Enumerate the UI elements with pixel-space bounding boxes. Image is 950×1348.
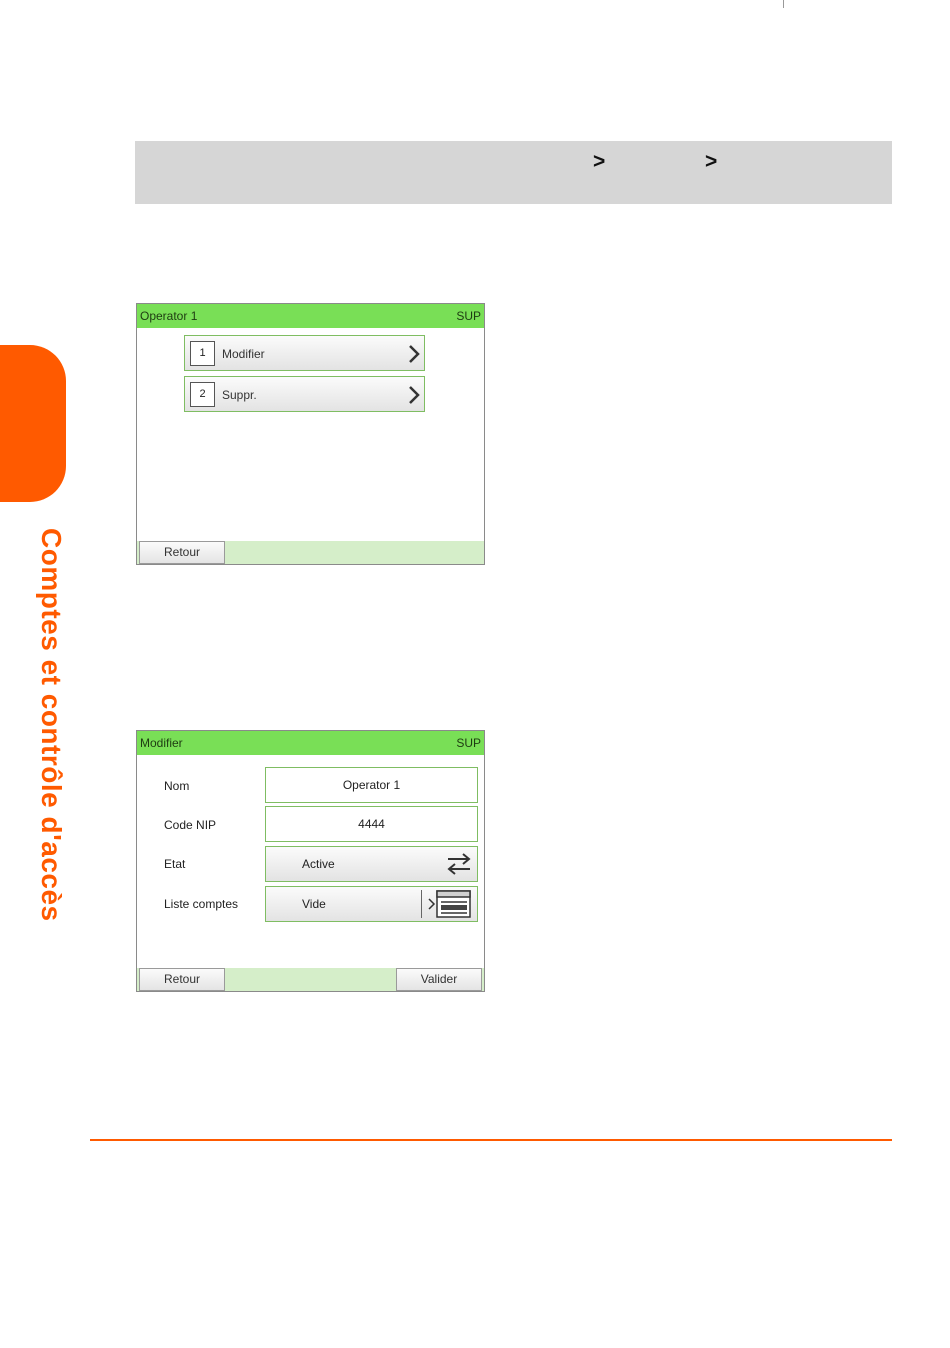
screen-title: Modifier bbox=[140, 736, 183, 750]
chevron-right-icon bbox=[408, 385, 420, 405]
status-toggle[interactable] bbox=[265, 846, 478, 882]
operator-menu-screen bbox=[136, 303, 485, 565]
path-separator: > bbox=[705, 150, 718, 173]
chapter-title: Comptes et contrôle d'accès bbox=[36, 528, 67, 922]
mode-indicator: SUP bbox=[456, 736, 481, 750]
menu-item-number: 2 bbox=[190, 382, 215, 407]
top-rule bbox=[0, 0, 950, 8]
validate-button[interactable]: Valider bbox=[396, 968, 482, 991]
bottom-rule bbox=[90, 1139, 892, 1141]
screen-title: Operator 1 bbox=[140, 309, 198, 323]
accounts-list-field[interactable] bbox=[265, 886, 478, 922]
screen-header bbox=[137, 731, 484, 755]
accounts-list-label: Liste comptes bbox=[164, 897, 239, 911]
back-button[interactable]: Retour bbox=[139, 541, 225, 564]
menu-item-delete[interactable] bbox=[184, 376, 425, 412]
menu-item-label: Suppr. bbox=[222, 388, 257, 402]
mode-indicator: SUP bbox=[456, 309, 481, 323]
menu-item-modify[interactable] bbox=[184, 335, 425, 371]
pin-code-field[interactable]: 4444 bbox=[265, 806, 478, 842]
screen-footer bbox=[137, 541, 484, 564]
status-value: Active bbox=[302, 857, 335, 871]
menu-item-label: Modifier bbox=[222, 347, 265, 361]
modify-operator-screen bbox=[136, 730, 485, 992]
back-button[interactable]: Retour bbox=[139, 968, 225, 991]
chapter-tab bbox=[0, 345, 66, 502]
screen-header bbox=[137, 304, 484, 328]
chevron-right-icon bbox=[408, 344, 420, 364]
name-label: Nom bbox=[164, 779, 190, 793]
navigation-path-bar bbox=[135, 141, 892, 204]
pin-code-label: Code NIP bbox=[164, 818, 217, 832]
list-window-icon bbox=[425, 889, 473, 919]
accounts-list-value: Vide bbox=[302, 897, 326, 911]
name-field[interactable]: Operator 1 bbox=[265, 767, 478, 803]
path-separator: > bbox=[593, 150, 606, 173]
swap-arrows-icon bbox=[445, 851, 473, 877]
menu-item-number: 1 bbox=[190, 341, 215, 366]
divider bbox=[421, 890, 422, 918]
status-label: Etat bbox=[164, 857, 186, 871]
screen-footer bbox=[137, 968, 484, 991]
